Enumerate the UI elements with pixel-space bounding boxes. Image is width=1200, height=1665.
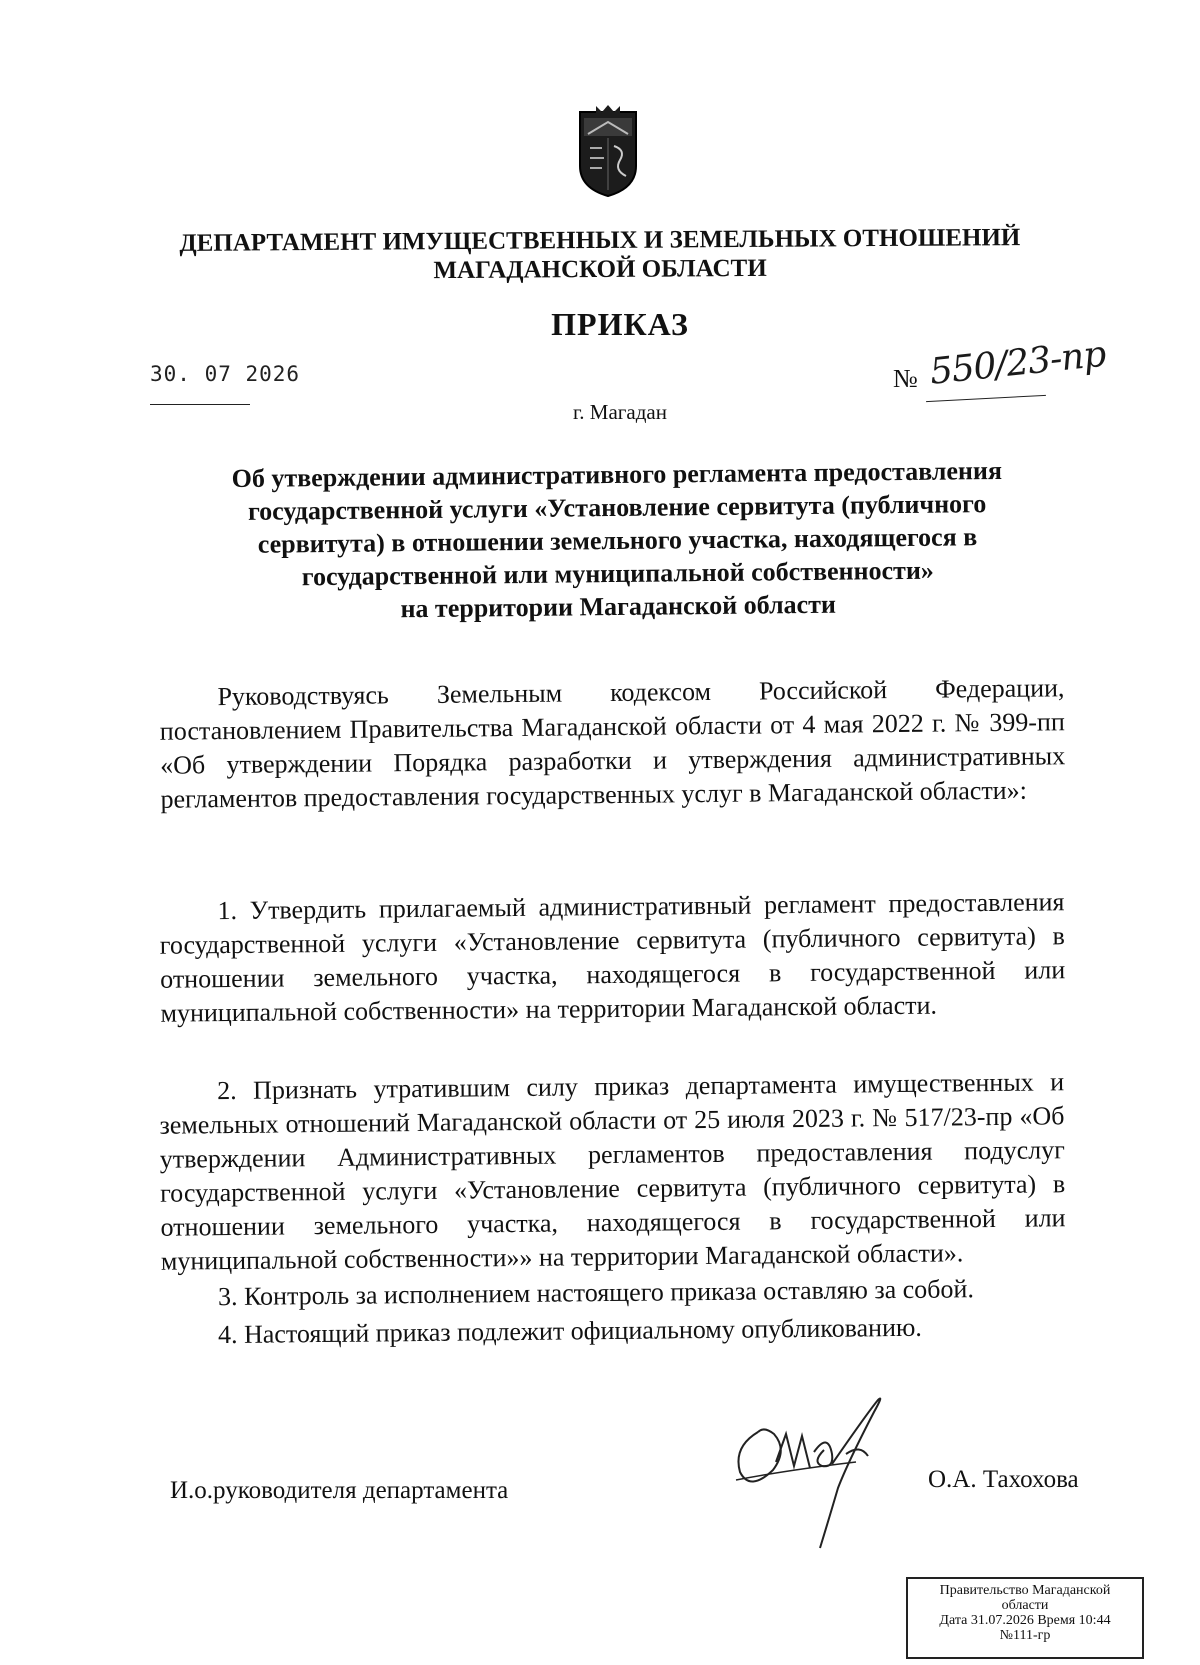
document-type: ПРИКАЗ	[551, 306, 689, 342]
item-2-paragraph: 2. Признать утратившим силу приказ департамента имущественных и земельных отношений Магаданской области от 25 июля 2023 г. № 517/23-пр «Об утверждении Административных регламентов предоставления подуслуг государственной услуги «Установление сервитута (публичного сервитута) в отношении земельного участка, находящегося в государственной или муниципальной собственности»» на территории Магаданской области».	[159, 1067, 1066, 1276]
preamble-paragraph: Руководствуясь Земельным кодексом Российской Федерации, постановлением Правительства Магаданской области от 4 мая 2022 г. № 399-пп «Об утверждении Порядка разработки и утверждения административных регламентов предоставления государственных услуг в Магаданской области»:	[159, 673, 1066, 814]
city: г. Магадан	[573, 400, 667, 424]
stamp-line: области	[1001, 1598, 1049, 1613]
item-3-paragraph: 3. Контроль за исполнением настоящего приказа оставляю за собой.	[217, 1274, 975, 1312]
subject-line: Об утверждении административного регламента предоставления	[231, 455, 1003, 494]
number-sign: №	[893, 364, 918, 393]
item-4-paragraph: 4. Настоящий приказ подлежит официальному опубликованию.	[217, 1312, 922, 1350]
subject-line: государственной или муниципальной собственности»	[301, 555, 934, 592]
stamp-line: №111-гр	[999, 1628, 1051, 1643]
order-subject	[179, 453, 1056, 627]
subject-line: на территории Магаданской области	[400, 589, 837, 624]
department-name	[160, 223, 1040, 287]
order-number: 550/23-пр	[927, 333, 1108, 393]
item-1-paragraph: 1. Утвердить прилагаемый административный регламент предоставления государственной услуги «Установление сервитута (публичного сервитута) в отношении земельного участка, находящегося в государственной или муниципальной собственности» на территории Магаданской области.	[159, 887, 1066, 1028]
stamp-line: Правительство Магаданской	[939, 1583, 1111, 1598]
subject-line: государственной услуги «Установление сервитута (публичного	[247, 489, 987, 526]
signer-role: И.о.руководителя департамента	[170, 1477, 509, 1504]
coat-of-arms-icon	[576, 104, 640, 198]
handwritten-signature	[728, 1392, 918, 1552]
subject-line: сервитута) в отношении земельного участка, находящегося в	[257, 522, 978, 559]
stamp-line: Дата 31.07.2026 Время 10:44	[939, 1613, 1111, 1628]
department-line-2: МАГАДАНСКОЙ ОБЛАСТИ	[433, 254, 767, 285]
registration-stamp	[906, 1577, 1144, 1659]
department-line-1: ДЕПАРТАМЕНТ ИМУЩЕСТВЕННЫХ И ЗЕМЕЛЬНЫХ ОТНОШЕНИЙ	[179, 224, 1021, 257]
date-underline	[150, 404, 250, 405]
signer-name: О.А. Тахохова	[928, 1466, 1079, 1493]
order-date: 30. 07 2026	[150, 362, 301, 386]
number-underline	[926, 395, 1046, 402]
